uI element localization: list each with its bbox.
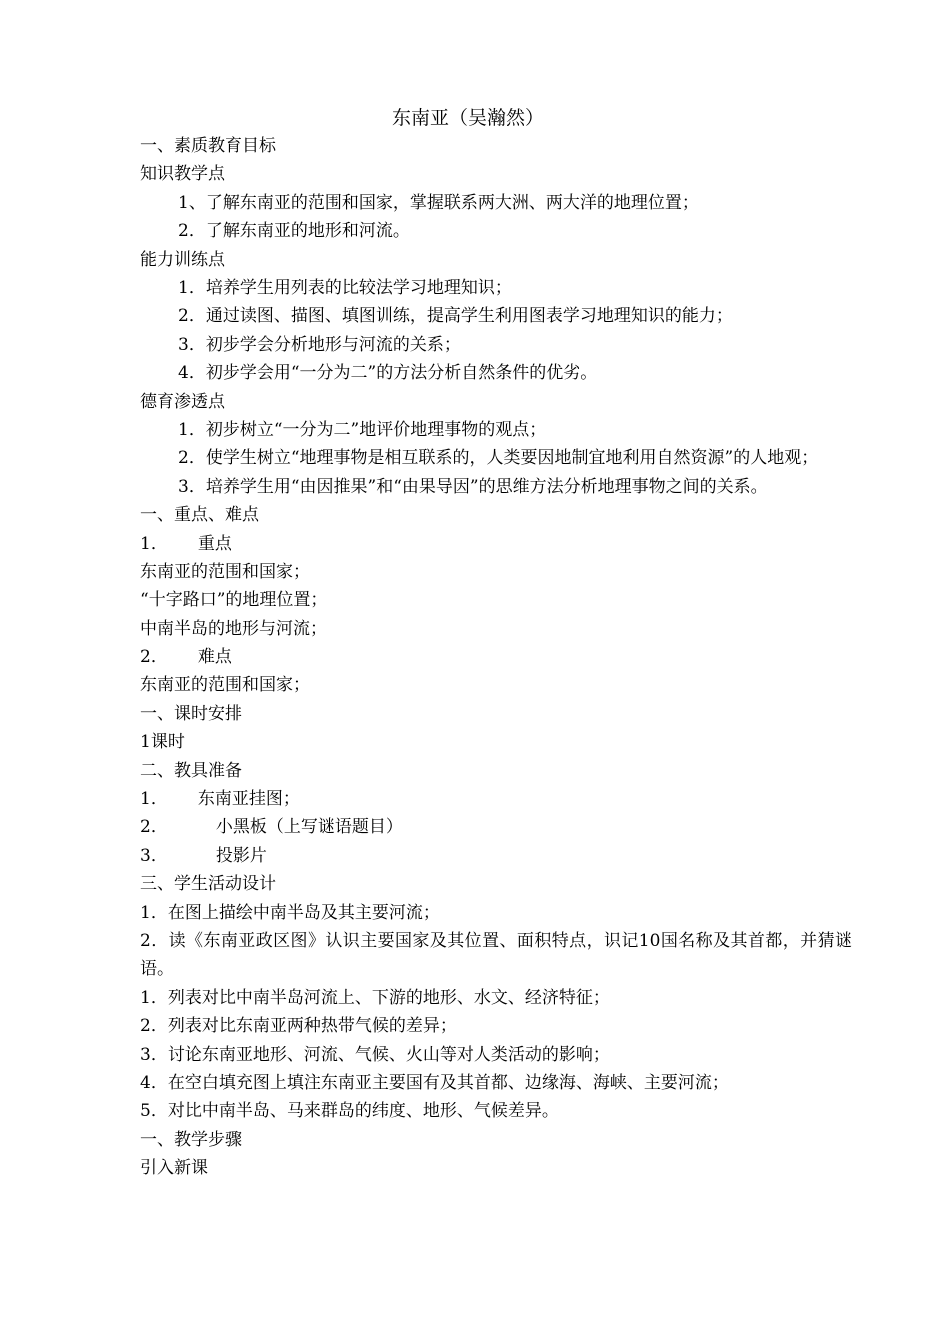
activity-item: 1．在图上描绘中南半岛及其主要河流； xyxy=(140,902,440,923)
section-heading-goals: 一、素质教育目标 xyxy=(140,136,276,156)
section-heading-steps: 一、教学步骤 xyxy=(140,1129,242,1150)
knowledge-item: 2．了解东南亚的地形和河流。 xyxy=(178,221,410,242)
tool-item xyxy=(140,813,852,841)
ability-item: 4．初步学会用“一分为二”的方法分析自然条件的优劣。 xyxy=(178,363,598,384)
tool-text: 小黑板（上写谜语题目） xyxy=(215,817,403,838)
subheading-knowledge: 知识教学点 xyxy=(140,164,225,185)
tool-item xyxy=(140,785,852,813)
activity-item: 5．对比中南半岛、马来群岛的纬度、地形、气候差异。 xyxy=(140,1101,559,1122)
subheading-moral: 德育渗透点 xyxy=(140,391,225,412)
tool-text: 东南亚挂图； xyxy=(197,789,300,810)
section-heading-schedule: 一、课时安排 xyxy=(140,703,242,724)
document-title: 东南亚（吴瀚然） xyxy=(391,107,544,129)
activity-item: 1．列表对比中南半岛河流上、下游的地形、水文、经济特征； xyxy=(140,987,610,1008)
section-heading-key: 一、重点、难点 xyxy=(140,505,259,526)
section-heading-tools: 二、教具准备 xyxy=(140,760,242,781)
knowledge-item: 1、了解东南亚的范围和国家，掌握联系两大洲、两大洋的地理位置； xyxy=(178,192,699,213)
moral-item xyxy=(140,444,852,472)
moral-item-text: 3．培养学生用“由因推果”和“由果导因”的思维方法分析地理事物之间的关系。 xyxy=(178,476,768,497)
activity-item: 4．在空白填充图上填注东南亚主要国有及其首都、边缘海、海峡、主要河流； xyxy=(140,1072,729,1093)
ability-item: 1．培养学生用列表的比较法学习地理知识； xyxy=(178,277,512,298)
tool-item xyxy=(140,842,852,870)
activity-item: 2．列表对比东南亚两种热带气候的差异； xyxy=(140,1016,457,1037)
ability-item: 2．通过读图、描图、填图训练，提高学生利用图表学习地理知识的能力； xyxy=(178,306,733,327)
activity-item: 3．讨论东南亚地形、河流、气候、火山等对人类活动的影响； xyxy=(140,1044,610,1065)
tool-number: 3． xyxy=(140,845,168,866)
moral-item: 1．初步树立“一分为二”地评价地理事物的观点； xyxy=(178,419,547,440)
tool-number: 1． xyxy=(140,789,168,810)
difficult-sub-label: 难点 xyxy=(197,647,232,668)
document-body xyxy=(140,132,852,1183)
schedule-value: 1课时 xyxy=(140,732,185,753)
intro-label: 引入新课 xyxy=(140,1158,208,1179)
moral-item-text: 2．使学生树立“地理事物是相互联系的，人类要因地制宜地利用自然资源”的人地观； xyxy=(178,448,819,469)
tool-text: 投影片 xyxy=(215,845,267,866)
key-sub-label: 重点 xyxy=(197,533,232,554)
key-point: 东南亚的范围和国家； xyxy=(140,561,310,582)
subheading-ability: 能力训练点 xyxy=(140,249,225,270)
key-subheading xyxy=(140,530,852,558)
difficult-point: 东南亚的范围和国家； xyxy=(140,675,310,696)
activity-item: 2．读《东南亚政区图》认识主要国家及其位置、面积特点，识记10国名称及其首都，并猜谜语。 xyxy=(140,930,852,980)
section-heading-activity: 三、学生活动设计 xyxy=(140,874,276,895)
difficult-sub-number: 2． xyxy=(140,647,168,668)
difficult-subheading xyxy=(140,643,852,671)
key-point: “十字路口”的地理位置； xyxy=(140,590,328,611)
tool-number: 2． xyxy=(140,817,168,838)
moral-item xyxy=(140,473,852,501)
key-sub-number: 1． xyxy=(140,533,168,554)
ability-item: 3．初步学会分析地形与河流的关系； xyxy=(178,334,461,355)
key-point: 中南半岛的地形与河流； xyxy=(140,618,327,639)
